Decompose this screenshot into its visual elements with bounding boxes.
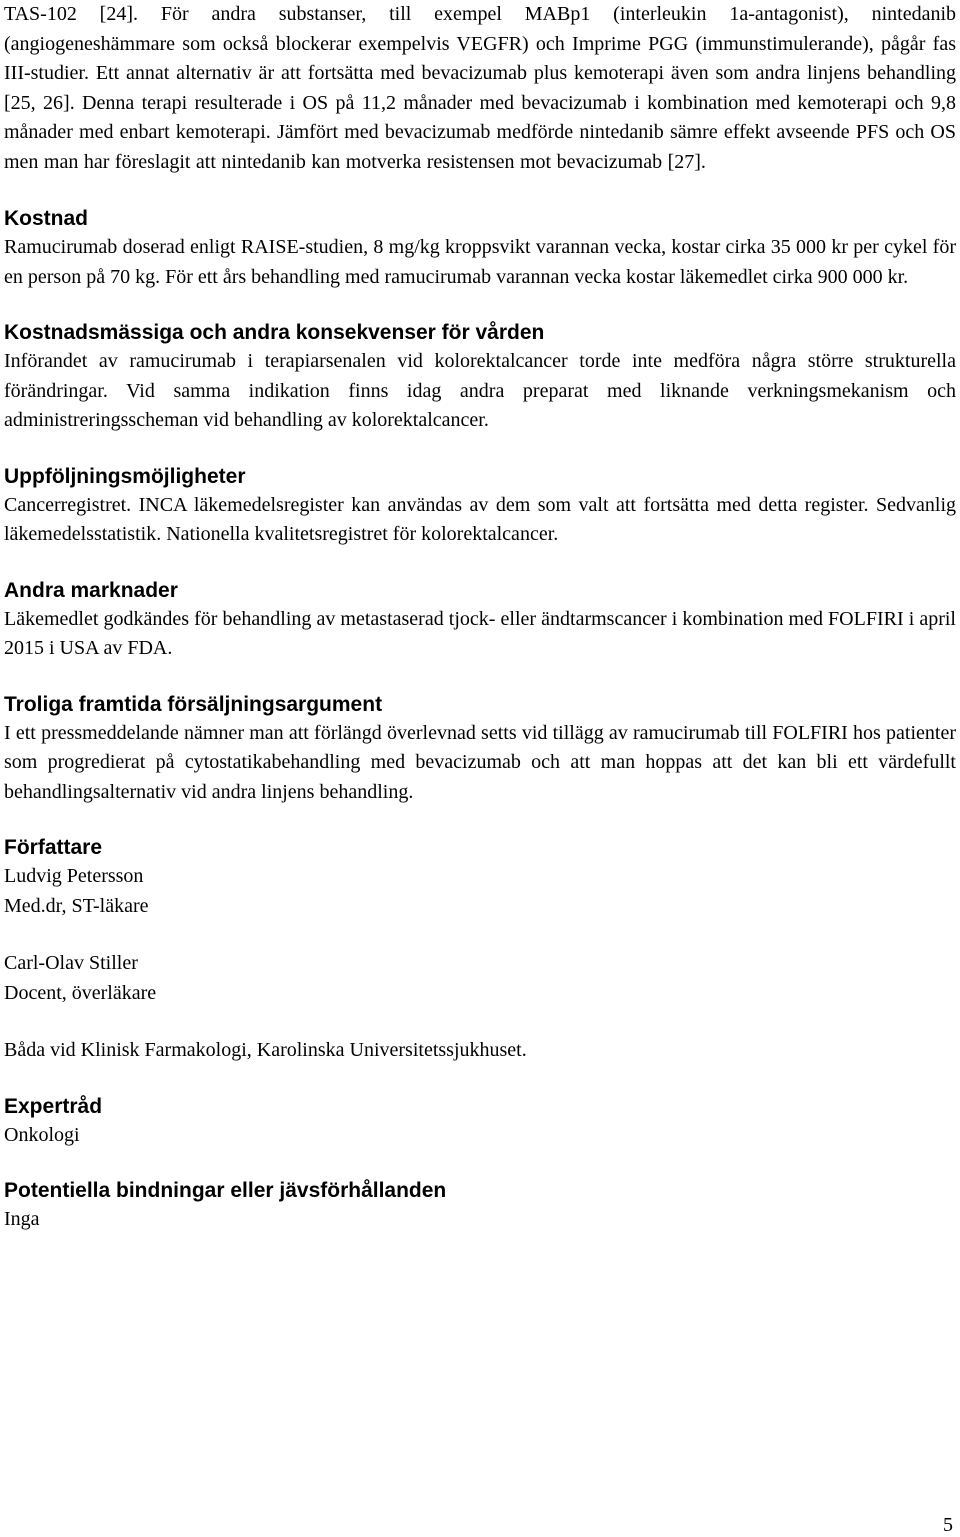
section-heading-uppfoljning: Uppföljningsmöjligheter — [4, 464, 246, 488]
section-text-argument: I ett pressmeddelande nämner man att förlängd överlevnad setts vid tillägg av ramucirumab till FOLFIRI hos patienter som progredierat på cytostatikabehandling med bevacizumab och att man hoppas att det kan bli ett värdefullt behandlingsalternativ vid andra linjens behandling. — [4, 721, 956, 803]
author-affiliation: Båda vid Klinisk Farmakologi, Karolinska Universitetssjukhuset. — [4, 1039, 527, 1061]
intro-paragraph: TAS-102 [24]. För andra substanser, till exempel MABp1 (interleukin 1a-antagonist), nintedanib (angiogeneshämmare som också blockerar exempelvis VEGFR) och Imprime PGG (immunstimulerande), pågår fas III-studier. Ett annat alternativ är att fortsätta med bevacizumab plus kemoterapi även som andra linjens behandling [25, 26]. Denna terapi resulterade i OS på 11,2 månader med bevacizumab i kombination med kemoterapi och 9,8 månader med enbart kemoterapi. Jämfört med bevacizumab medförde nintedanib sämre effekt avseende PFS och OS men man har föreslagit att nintedanib kan motverka resistensen mot bevacizumab [27]. — [4, 3, 956, 173]
author-title-1: Med.dr, ST-läkare — [4, 894, 149, 917]
section-text-expertrad: Onkologi — [4, 1123, 80, 1146]
section-heading-kostnad: Kostnad — [4, 207, 88, 230]
section-heading-argument: Troliga framtida försäljningsargument — [4, 692, 383, 716]
section-heading-forfattare: Författare — [4, 836, 103, 859]
section-heading-konsekvenser: Kostnadsmässiga och andra konsekvenser för vården — [4, 321, 545, 344]
document-page — [4, 0, 956, 1235]
page-number: 5 — [943, 1514, 953, 1536]
section-text-kostnad: Ramucirumab doserad enligt RAISE-studien, 8 mg/kg kroppsvikt varannan vecka, kostar cirka 35 000 kr per cykel för en person på 70 kg. För ett års behandling med ramucirumab varannan vecka kostar läkemedlet cirka 900 000 kr. — [4, 236, 956, 288]
section-text-uppfoljning: Cancerregistret. INCA läkemedelsregister kan användas av dem som valt att fortsätta med detta register. Sedvanlig läkemedelsstatistik. Nationella kvalitetsregistret för kolorektalcancer. — [4, 493, 956, 545]
section-text-konsekvenser: Införandet av ramucirumab i terapiarsenalen vid kolorektalcancer torde inte medföra några större strukturella förändringar. Vid samma indikation finns idag andra preparat med liknande verkningsmekanism och administreringsscheman vid behandling av kolorektalcancer. — [4, 350, 956, 431]
section-heading-expertrad: Expertråd — [4, 1094, 103, 1118]
section-text-bindningar: Inga — [4, 1208, 40, 1230]
author-title-2: Docent, överläkare — [4, 981, 157, 1004]
section-heading-bindningar: Potentiella bindningar eller jävsförhållanden — [4, 1179, 447, 1202]
author-name-1: Ludvig Petersson — [4, 865, 144, 887]
section-text-marknader: Läkemedlet godkändes för behandling av metastaserad tjock- eller ändtarmscancer i kombination med FOLFIRI i april 2015 i USA av FDA. — [4, 607, 956, 659]
section-heading-marknader: Andra marknader — [4, 578, 178, 602]
author-name-2: Carl-Olav Stiller — [4, 952, 138, 974]
